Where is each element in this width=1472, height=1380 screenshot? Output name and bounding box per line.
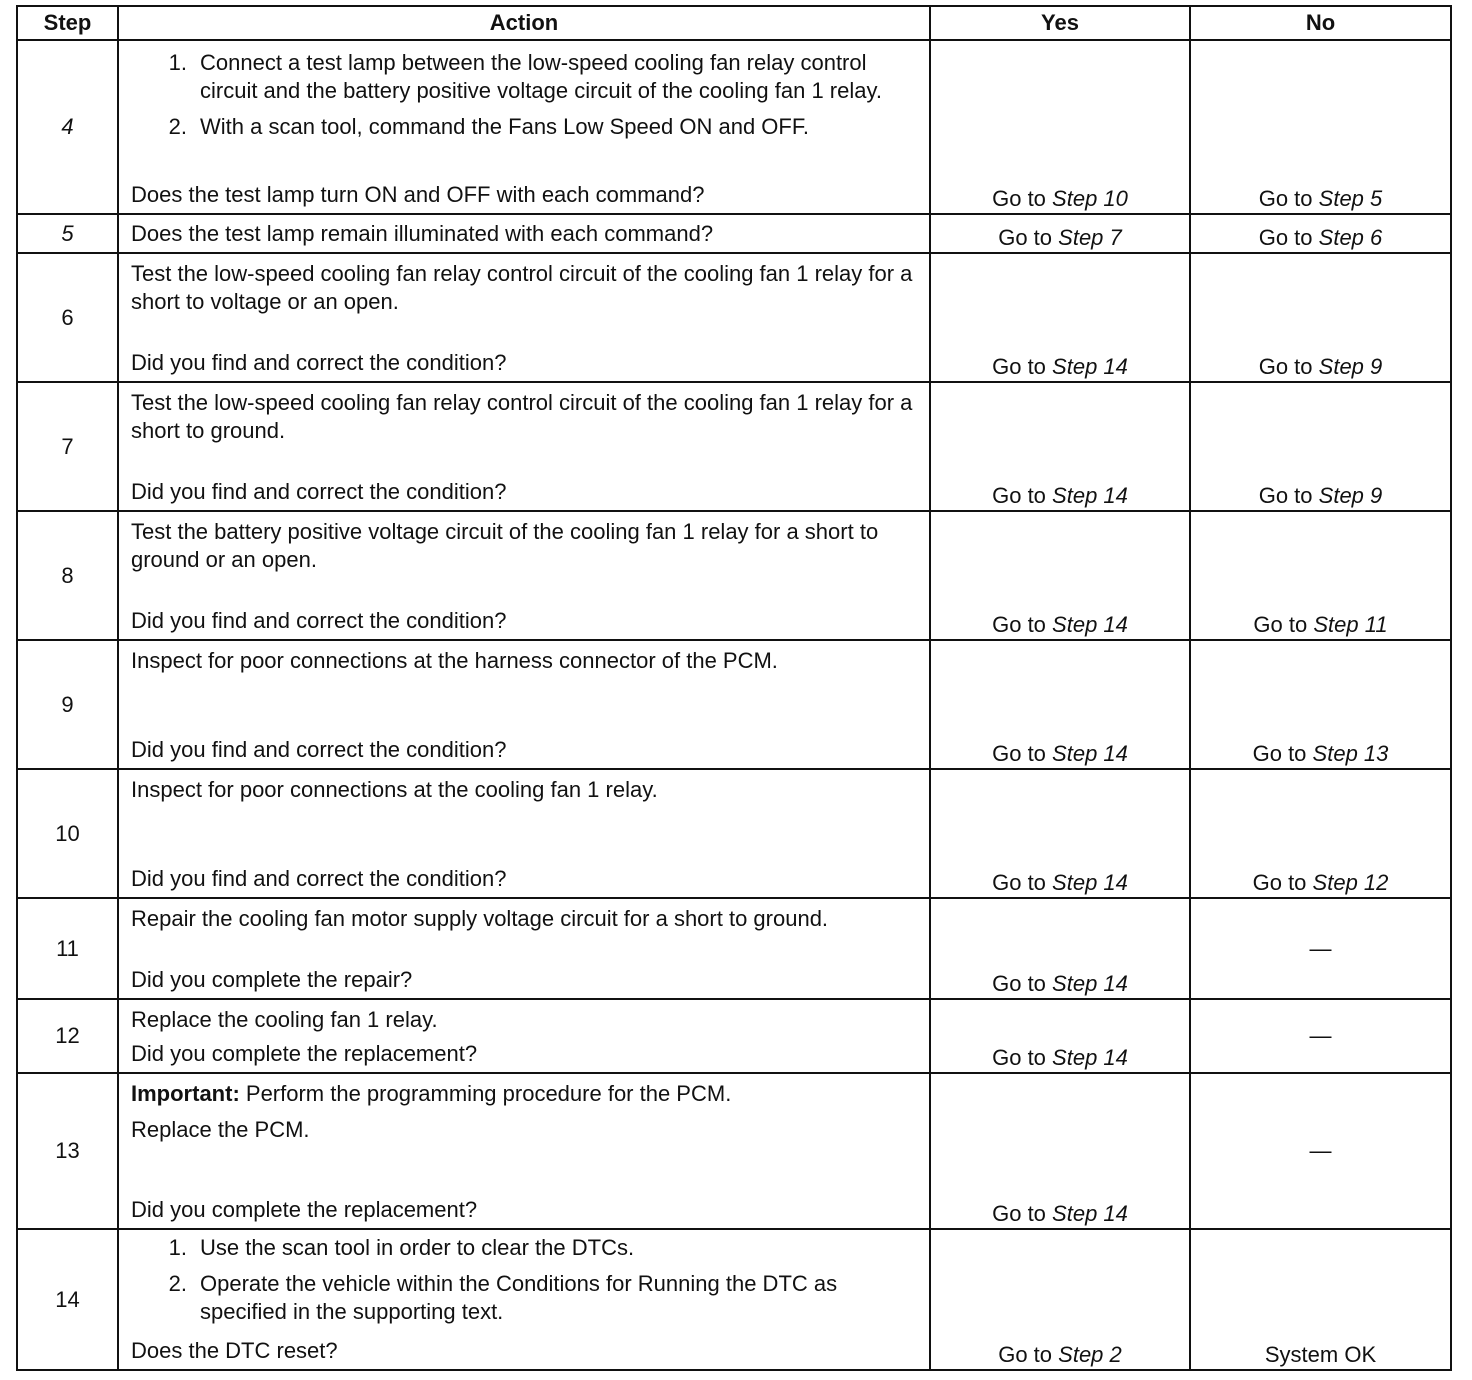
dash: —: [1309, 1023, 1332, 1048]
no-cell: Go to Step 13: [1190, 640, 1451, 769]
step-number: 9: [17, 640, 118, 769]
yes-cell: Go to Step 10: [930, 40, 1190, 214]
step-reference: Step 5: [1318, 186, 1383, 211]
no-cell: Go to Step 12: [1190, 769, 1451, 898]
step-reference: Step 14: [1052, 1201, 1128, 1226]
table-row: [17, 1229, 1451, 1370]
step-number: 5: [17, 214, 118, 253]
yes-cell: Go to Step 7: [930, 214, 1190, 253]
list-item: 1. Connect a test lamp between the low-speed cooling fan relay control circuit and the battery positive voltage circuit of the cooling fan 1 relay.: [168, 50, 882, 103]
action-question: Did you find and correct the condition?: [131, 737, 507, 762]
yes-cell: Go to Step 14: [930, 382, 1190, 511]
action-text: Replace the cooling fan 1 relay.: [131, 1007, 438, 1032]
action-list: [131, 49, 919, 141]
table-row: [17, 640, 1451, 769]
list-item: 1. Use the scan tool in order to clear the DTCs.: [168, 1235, 635, 1260]
step-reference: Step 9: [1318, 354, 1383, 379]
action-list: [131, 1234, 919, 1326]
step-reference: Step 10: [1052, 186, 1128, 211]
header-step: Step: [17, 6, 118, 40]
no-cell: Go to Step 11: [1190, 511, 1451, 640]
table-row: [17, 1073, 1451, 1229]
table-row: [17, 999, 1451, 1073]
action-cell: [118, 253, 930, 382]
table-row: [17, 253, 1451, 382]
step-number: 4: [17, 40, 118, 214]
no-cell: [1190, 1073, 1451, 1229]
step-reference: Step 2: [1058, 1342, 1122, 1367]
no-cell: [1190, 999, 1451, 1073]
action-cell: [118, 40, 930, 214]
step-number: 6: [17, 253, 118, 382]
header-yes: Yes: [930, 6, 1190, 40]
step-reference: Step 14: [1052, 870, 1128, 895]
system-ok-text: System OK: [1264, 1342, 1377, 1367]
no-cell: Go to Step 5: [1190, 40, 1451, 214]
header-no: No: [1190, 6, 1451, 40]
action-cell: [118, 511, 930, 640]
action-question: Did you complete the replacement?: [131, 1041, 478, 1066]
diagnostic-table: [16, 5, 1452, 1371]
list-item: 2. Operate the vehicle within the Conditions for Running the DTC as specified in the supporting text.: [168, 1271, 838, 1324]
step-number: 12: [17, 999, 118, 1073]
action-cell: [118, 898, 930, 999]
action-text: Repair the cooling fan motor supply voltage circuit for a short to ground.: [131, 906, 829, 931]
action-question: Did you find and correct the condition?: [131, 479, 507, 504]
action-question: Did you complete the repair?: [131, 967, 413, 992]
action-text: Inspect for poor connections at the harness connector of the PCM.: [131, 648, 778, 673]
important-label: Important:: [131, 1081, 240, 1106]
step-reference: Step 6: [1318, 225, 1383, 250]
action-cell: [118, 999, 930, 1073]
table-row: [17, 769, 1451, 898]
step-number: 13: [17, 1073, 118, 1229]
action-cell: [118, 1229, 930, 1370]
action-question: Did you complete the replacement?: [131, 1197, 478, 1222]
no-cell: [1190, 898, 1451, 999]
action-text: Test the battery positive voltage circuit of the cooling fan 1 relay for a short to ground or an open.: [131, 519, 879, 572]
action-cell: [118, 214, 930, 253]
no-cell: [1190, 1229, 1451, 1370]
table-row: [17, 382, 1451, 511]
step-number: 7: [17, 382, 118, 511]
step-reference: Step 11: [1313, 612, 1388, 637]
action-cell: [118, 769, 930, 898]
yes-cell: Go to Step 14: [930, 253, 1190, 382]
action-text: Test the low-speed cooling fan relay control circuit of the cooling fan 1 relay for a short to ground.: [131, 390, 913, 443]
step-number: 11: [17, 898, 118, 999]
step-reference: Step 12: [1312, 870, 1389, 895]
action-cell: [118, 382, 930, 511]
step-number: 10: [17, 769, 118, 898]
table-row: [17, 511, 1451, 640]
step-reference: Step 7: [1058, 225, 1122, 250]
step-reference: Step 14: [1052, 483, 1128, 508]
yes-cell: Go to Step 14: [930, 640, 1190, 769]
step-reference: Step 9: [1318, 483, 1383, 508]
no-cell: Go to Step 6: [1190, 214, 1451, 253]
header-action: Action: [118, 6, 930, 40]
important-note: Important: Perform the programming procedure for the PCM.: [131, 1081, 732, 1106]
action-question: Does the test lamp remain illuminated with each command?: [131, 221, 714, 246]
header-row: [17, 6, 1451, 40]
dash: —: [1309, 1138, 1332, 1163]
action-text: Replace the PCM.: [131, 1117, 310, 1142]
step-reference: Step 14: [1052, 1045, 1128, 1070]
no-cell: Go to Step 9: [1190, 382, 1451, 511]
action-question: Did you find and correct the condition?: [131, 866, 507, 891]
yes-cell: Go to Step 2: [930, 1229, 1190, 1370]
yes-cell: Go to Step 14: [930, 769, 1190, 898]
table-row: [17, 40, 1451, 214]
step-number: 14: [17, 1229, 118, 1370]
action-text: Test the low-speed cooling fan relay control circuit of the cooling fan 1 relay for a short to voltage or an open.: [131, 261, 913, 314]
yes-cell: Go to Step 14: [930, 999, 1190, 1073]
table-row: [17, 898, 1451, 999]
action-cell: [118, 1073, 930, 1229]
action-question: Does the DTC reset?: [131, 1338, 338, 1363]
table-row: [17, 214, 1451, 253]
step-reference: Step 14: [1052, 741, 1128, 766]
action-cell: [118, 640, 930, 769]
dash: —: [1309, 935, 1332, 961]
step-reference: Step 14: [1052, 354, 1128, 379]
step-reference: Step 14: [1052, 971, 1128, 996]
yes-cell: Go to Step 14: [930, 511, 1190, 640]
action-question: Did you find and correct the condition?: [131, 350, 507, 375]
step-reference: Step 13: [1312, 741, 1389, 766]
action-question: Does the test lamp turn ON and OFF with each command?: [131, 182, 705, 207]
action-text: Inspect for poor connections at the cooling fan 1 relay.: [131, 777, 658, 802]
yes-cell: Go to Step 14: [930, 898, 1190, 999]
step-number: 8: [17, 511, 118, 640]
no-cell: Go to Step 9: [1190, 253, 1451, 382]
list-item: 2. With a scan tool, command the Fans Low Speed ON and OFF.: [168, 114, 809, 139]
action-question: Did you find and correct the condition?: [131, 608, 507, 633]
yes-cell: Go to Step 14: [930, 1073, 1190, 1229]
step-reference: Step 14: [1052, 612, 1128, 637]
